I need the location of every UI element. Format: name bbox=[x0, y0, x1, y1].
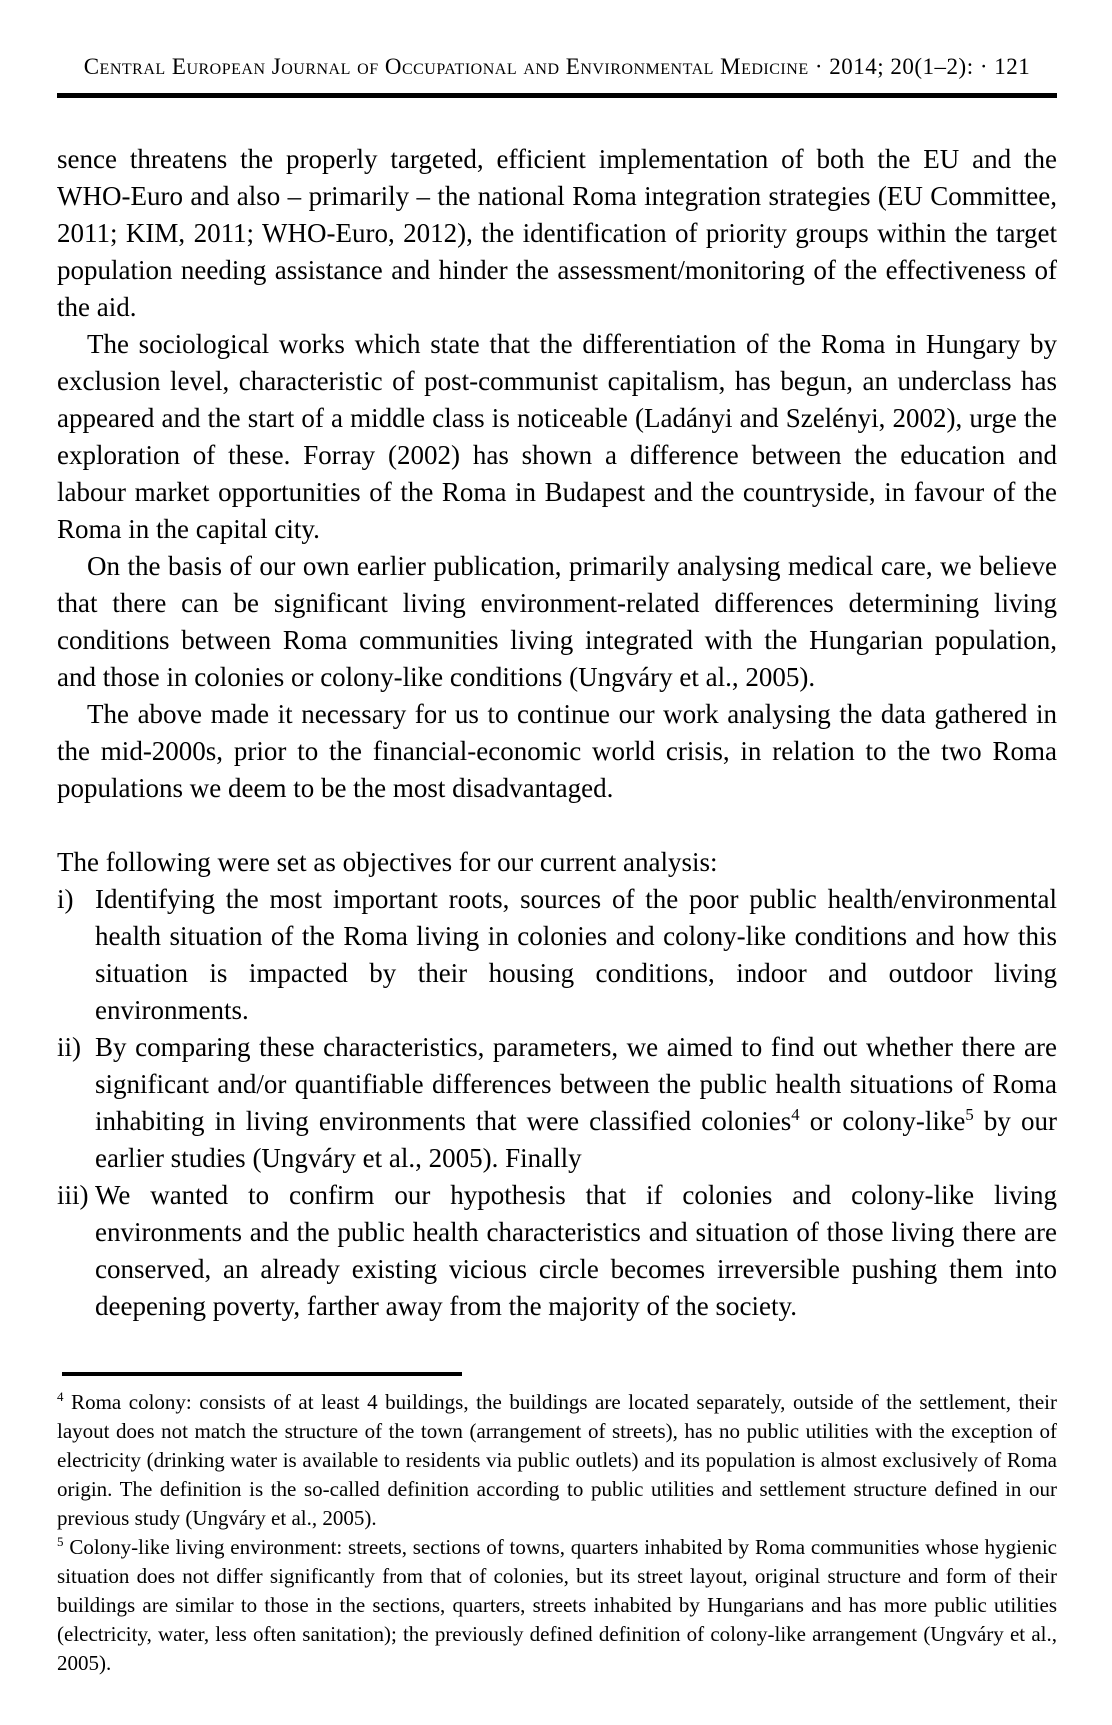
journal-title: Central European Journal of Occupational and Environmental Medicine bbox=[83, 54, 809, 79]
running-header bbox=[57, 54, 1057, 80]
objective-marker-1: i) bbox=[57, 884, 74, 914]
objective-item-3 bbox=[57, 1177, 1057, 1325]
objective-text-2b: or colony-like bbox=[799, 1106, 966, 1136]
objective-text-3: We wanted to confirm our hypothesis that if colonies and colony-like living environments and the public health characteristics and situation of those living there are conserved, an already existing vicious circle becomes irreversible pushing them into deepening poverty, farther away from the majority of the society. bbox=[95, 1180, 1057, 1321]
issue-info: · 2014; 20(1–2): · 121 bbox=[808, 54, 1031, 79]
footnote-ref-5: 5 bbox=[965, 1105, 974, 1124]
objective-marker-2: ii) bbox=[57, 1032, 81, 1062]
header-rule bbox=[57, 93, 1057, 98]
footnote-4-marker: 4 bbox=[57, 1389, 64, 1404]
footnote-4 bbox=[57, 1388, 1057, 1533]
paragraph-earlier-publication: On the basis of our own earlier publication, primarily analysing medical care, we believe that there can be significant living environment-related differences determining living conditions between Roma communities living integrated with the Hungarian population, and those in colonies or colony-like conditions (Ungváry et al., 2005). bbox=[57, 551, 1057, 692]
footnotes bbox=[57, 1388, 1057, 1678]
objectives-list bbox=[57, 881, 1057, 1325]
objective-text-1: Identifying the most important roots, sources of the poor public health/environmental health situation of the Roma living in colonies and colony-like conditions and how this situation is impacted by their housing conditions, indoor and outdoor living environments. bbox=[95, 884, 1057, 1025]
footnote-5-text: Colony-like living environment: streets, sections of towns, quarters inhabited by Roma communities whose hygienic situation does not differ significantly from that of colonies, but its street layout, original structure and form of their buildings are similar to those in the sections, quarters, streets inhabited by Hungarians and has more public utilities (electricity, water, less often sanitation); the previously defined definition of colony-like arrangement (Ungváry et al., 2005). bbox=[57, 1535, 1057, 1675]
objective-item-2 bbox=[57, 1029, 1057, 1177]
paragraph-continuation: sence threatens the properly targeted, efficient implementation of both the EU and the WHO-Euro and also – primarily – the national Roma integration strategies (EU Committee, 2011; KIM, 2011; WHO-Euro, 2012), the identification of priority groups within the target population needing assistance and hinder the assessment/monitoring of the effectiveness of the aid. bbox=[57, 144, 1057, 322]
paragraph-sociological-works: The sociological works which state that the differentiation of the Roma in Hungary by exclusion level, characteristic of post-communist capitalism, has begun, an underclass has appeared and the start of a middle class is noticeable (Ladányi and Szelényi, 2002), urge the exploration of these. Forray (2002) has shown a difference between the education and labour market opportunities of the Roma in Budapest and the countryside, in favour of the Roma in the capital city. bbox=[57, 329, 1057, 544]
objectives-intro: The following were set as objectives for our current analysis: bbox=[57, 847, 718, 877]
paragraph-continue-work: The above made it necessary for us to continue our work analysing the data gathered in the mid-2000s, prior to the financial-economic world crisis, in relation to the two Roma populations we deem to be the most disadvantaged. bbox=[57, 699, 1057, 803]
page-body bbox=[57, 141, 1057, 1325]
footnote-separator-rule bbox=[62, 1372, 462, 1376]
footnote-5 bbox=[57, 1533, 1057, 1678]
objective-text-2c: by our earlier studies (Ungváry et al., 2005). Finally bbox=[95, 1106, 1057, 1173]
footnote-ref-4: 4 bbox=[791, 1105, 800, 1124]
objective-marker-3: iii) bbox=[57, 1180, 89, 1210]
footnote-4-text: Roma colony: consists of at least 4 buildings, the buildings are located separately, outside of the settlement, their layout does not match the structure of the town (arrangement of streets), has no public utilities with the exception of electricity (drinking water is available to residents via public outlets) and its population is almost exclusively of Roma origin. The definition is the so-called definition according to public utilities and settlement structure defined in our previous study (Ungváry et al., 2005). bbox=[57, 1390, 1057, 1530]
footnote-5-marker: 5 bbox=[57, 1534, 64, 1549]
objective-text-2a: By comparing these characteristics, parameters, we aimed to find out whether there are significant and/or quantifiable differences between the public health situations of Roma inhabiting in living environments that were classified colonies bbox=[95, 1032, 1057, 1136]
objective-item-1 bbox=[57, 881, 1057, 1029]
